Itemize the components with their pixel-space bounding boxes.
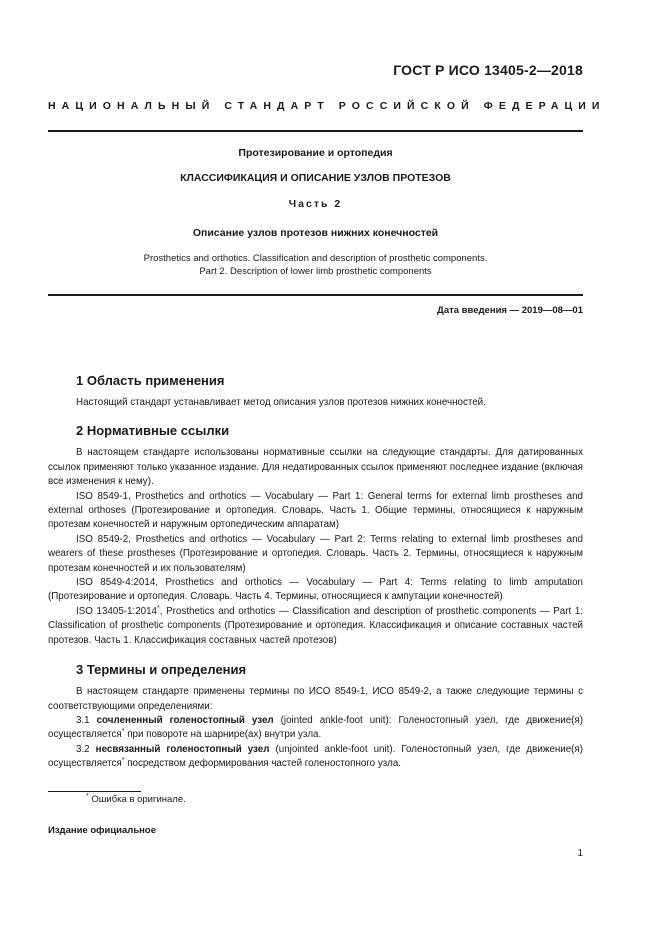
section-2-heading: 2 Нормативные ссылки [76, 423, 230, 439]
top-divider [48, 130, 583, 132]
section-2-intro: В настоящем стандарте использованы нормативные ссылки на следующие стандарты. Для датированных ссылок применяют только указанное издание. Для недатированных ссылок применяют последнее издание (включая все изменения к нему). [48, 447, 583, 488]
term-3-1 [48, 714, 583, 743]
national-standard-banner: НАЦИОНАЛЬНЫЙ СТАНДАРТ РОССИЙСКОЙ ФЕДЕРАЦИИ [48, 100, 606, 112]
reference-text: , Prosthetics and orthotics — Classification and description of prosthetic components — Part 1: Classification of prosthetic components (Протезирование и ортопедия. Классификация и описание составных частей протезов. Часть 1. Классификация составных частей протезов) [48, 605, 583, 646]
title-part: Часть 2 [288, 198, 343, 210]
term-name: несвязанный голеностопный узел [95, 743, 270, 755]
term-definition-end: посредством деформирования частей голеностопного узла. [124, 758, 401, 770]
intro-date: Дата введения — 2019—08—01 [437, 305, 583, 316]
term-3-2 [48, 743, 583, 772]
footnote [86, 794, 186, 805]
standard-code: ГОСТ Р ИСО 13405-2—2018 [393, 62, 583, 78]
reference-iso-8549-2: ISO 8549-2, Prosthetics and orthotics — Vocabulary — Part 2: Terms relating to external limb prostheses and wearers of these prostheses (Протезирование и ортопедия. Словарь. Часть 2. Термины, относящиеся к наружным протезам конечностей и их пользователям) [48, 533, 583, 574]
title-field: Протезирование и ортопедия [238, 147, 393, 159]
title-divider [48, 294, 583, 296]
term-number: 3.2 [76, 743, 90, 755]
page-number: 1 [577, 848, 583, 859]
english-title-line2: Part 2. Description of lower limb prosthetic components [199, 266, 432, 277]
footnote-divider [48, 791, 141, 792]
footnote-marker: * [121, 757, 125, 765]
reference-iso-8549-4: ISO 8549-4:2014, Prosthetics and orthotics — Vocabulary — Part 4: Terms relating to limb amputation (Протезирование и ортопедия. Словарь. Часть 4. Термины, относящиеся к ампутации конечностей) [48, 577, 583, 603]
section-1-text: Настоящий стандарт устанавливает метод описания узлов протезов нижних конечностей. [76, 397, 486, 408]
section-1-heading: 1 Область применения [76, 373, 225, 388]
reference-iso-8549-1: ISO 8549-1, Prosthetics and orthotics — Vocabulary — Part 1: General terms for external limb prostheses and external orthoses (Протезирование и ортопедия. Словарь. Часть 1. Общие термины, относящиеся к наружным протезам конечностей и наружным ортопедическим аппаратам) [48, 490, 583, 531]
footnote-marker: * [157, 604, 160, 612]
title-main: КЛАССИФИКАЦИЯ И ОПИСАНИЕ УЗЛОВ ПРОТЕЗОВ [180, 172, 451, 184]
term-number: 3.1 [76, 714, 90, 726]
section-3-heading: 3 Термины и определения [76, 662, 247, 678]
section-3-intro: В настоящем стандарте применены термины по ИСО 8549-1, ИСО 8549-2, а также следующие термины с соответствующими определениями: [48, 686, 583, 712]
english-title-line1: Prosthetics and orthotics. Classification and description of prosthetic components. [143, 253, 488, 264]
term-definition-end: при повороте на шарнире(ах) внутри узла. [124, 729, 322, 741]
footnote-text: Ошибка в оригинале. [88, 794, 186, 805]
main-content [48, 373, 583, 772]
reference-iso-13405-1 [48, 605, 583, 648]
footnote-marker: * [121, 728, 125, 736]
footnote-marker: * [86, 793, 89, 800]
reference-code: ISO 13405-1:2014 [76, 605, 158, 617]
edition-label: Издание официальное [48, 825, 156, 836]
english-title [48, 252, 583, 278]
title-subtitle: Описание узлов протезов нижних конечностей [192, 227, 439, 239]
term-name: сочлененный голеностопный узел [96, 714, 274, 726]
term-definition: (unjointed ankle-foot unit). Голеностопный узел, где движение(я) осуществляется [48, 743, 583, 770]
term-definition: (jointed ankle-foot unit): Голеностопный узел, где движение(я) осуществляется [48, 714, 583, 741]
